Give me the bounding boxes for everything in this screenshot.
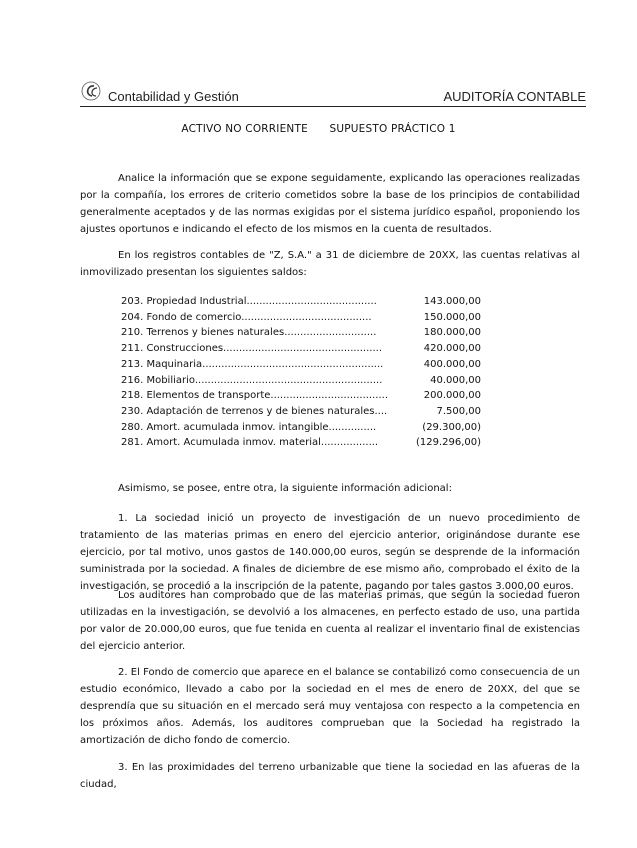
company-logo-icon xyxy=(80,80,102,102)
list-item xyxy=(121,404,481,420)
account-amount: 40.000,00 xyxy=(430,374,481,386)
intro-paragraph: Analice la información que se expone seguidamente, explicando las operaciones realizadas por la compañía, los errores de criterio cometidos sobre la base de los principios de contabilidad generalmente aceptados y de las normas exigidas por el sistema jurídico español, proponiendo los ajustes oportunos e indicando el efecto de los mismos en la cuenta de resultados. xyxy=(80,173,580,235)
point-3-paragraph: 3. En las proximidades del terreno urbanizable que tiene la sociedad en las afueras de la ciudad, xyxy=(80,762,580,790)
account-label: 203. Propiedad Industrial......................................... xyxy=(121,296,377,307)
account-amount: 7.500,00 xyxy=(436,405,481,417)
point-1-paragraph: 1. La sociedad inició un proyecto de investigación de un nuevo procedimiento de tratamiento de las materias primas en enero del ejercicio anterior, originándose durante ese ejercicio, por tal motivo, unos gastos de 140.000,00 euros, según se desprende de la información suministrada por la sociedad. A finales de diciembre de ese mismo año, comprobado el éxito de la investigación, se procedió a la inscripción de la patente, pagando por tales gastos 3.000,00 euros. xyxy=(80,513,580,592)
account-amount: (129.296,00) xyxy=(415,437,481,449)
account-amount: (29.300,00) xyxy=(422,421,481,433)
registry-intro-paragraph: En los registros contables de "Z, S.A." a 31 de diciembre de 20XX, las cuentas relativas al inmovilizado presentan los siguientes saldos: xyxy=(80,250,580,278)
list-item xyxy=(121,373,481,389)
account-label: 218. Elementos de transporte..................................... xyxy=(121,390,389,402)
page-header xyxy=(80,80,586,107)
point-1-auditors-paragraph: Los auditores han comprobado que de las materias primas, que según la sociedad fueron utilizadas en la investigación, se devolvió a los almacenes, en perfecto estado de uso, una partida por valor de 20.000,00 euros, que fue tenida en cuenta al realizar el inventario final de existencias del ejercicio anterior. xyxy=(80,590,580,652)
additional-info-intro: Asimismo, se posee, entre otra, la siguiente información adicional: xyxy=(118,483,452,494)
account-amount: 420.000,00 xyxy=(423,343,481,355)
list-item xyxy=(121,325,481,341)
account-label: 216. Mobiliario........................................................... xyxy=(121,374,383,386)
title-exercise: SUPUESTO PRÁCTICO 1 xyxy=(329,123,456,135)
account-label: 230. Adaptación de terrenos y de bienes naturales.... xyxy=(121,405,388,417)
list-item xyxy=(121,341,481,357)
list-item xyxy=(121,420,481,436)
account-label: 281. Amort. Acumulada inmov. material.................. xyxy=(121,437,379,449)
account-label: 213. Maquinaria......................................................... xyxy=(121,358,384,370)
list-item xyxy=(121,310,481,326)
account-label: 210. Terrenos y bienes naturales............................. xyxy=(121,327,377,339)
list-item xyxy=(121,388,481,404)
account-amount: 180.000,00 xyxy=(423,327,481,339)
list-item xyxy=(121,357,481,373)
list-item xyxy=(121,294,481,310)
title-topic: ACTIVO NO CORRIENTE xyxy=(181,123,308,135)
page-title xyxy=(0,123,637,135)
header-section-title: AUDITORÍA CONTABLE xyxy=(443,89,586,104)
account-amount: 143.000,00 xyxy=(423,296,481,307)
account-amount: 150.000,00 xyxy=(423,311,481,323)
account-label: 211. Construcciones.................................................. xyxy=(121,343,382,355)
header-brand: Contabilidad y Gestión xyxy=(108,89,239,104)
account-label: 204. Fondo de comercio......................................... xyxy=(121,311,372,323)
account-label: 280. Amort. acumulada inmov. intangible............... xyxy=(121,421,377,433)
point-2-paragraph: 2. El Fondo de comercio que aparece en el balance se contabilizó como consecuencia de un estudio económico, llevado a cabo por la sociedad en el mes de enero de 20XX, del que se desprendía que su situación en el mercado será muy ventajosa con respecto a la competencia en los próximos años. Además, los auditores comprueban que la Sociedad ha registrado la amortización de dicho fondo de comercio. xyxy=(80,667,580,746)
list-item xyxy=(121,435,481,451)
account-balances-list xyxy=(121,294,481,451)
account-amount: 400.000,00 xyxy=(423,358,481,370)
account-amount: 200.000,00 xyxy=(423,390,481,402)
